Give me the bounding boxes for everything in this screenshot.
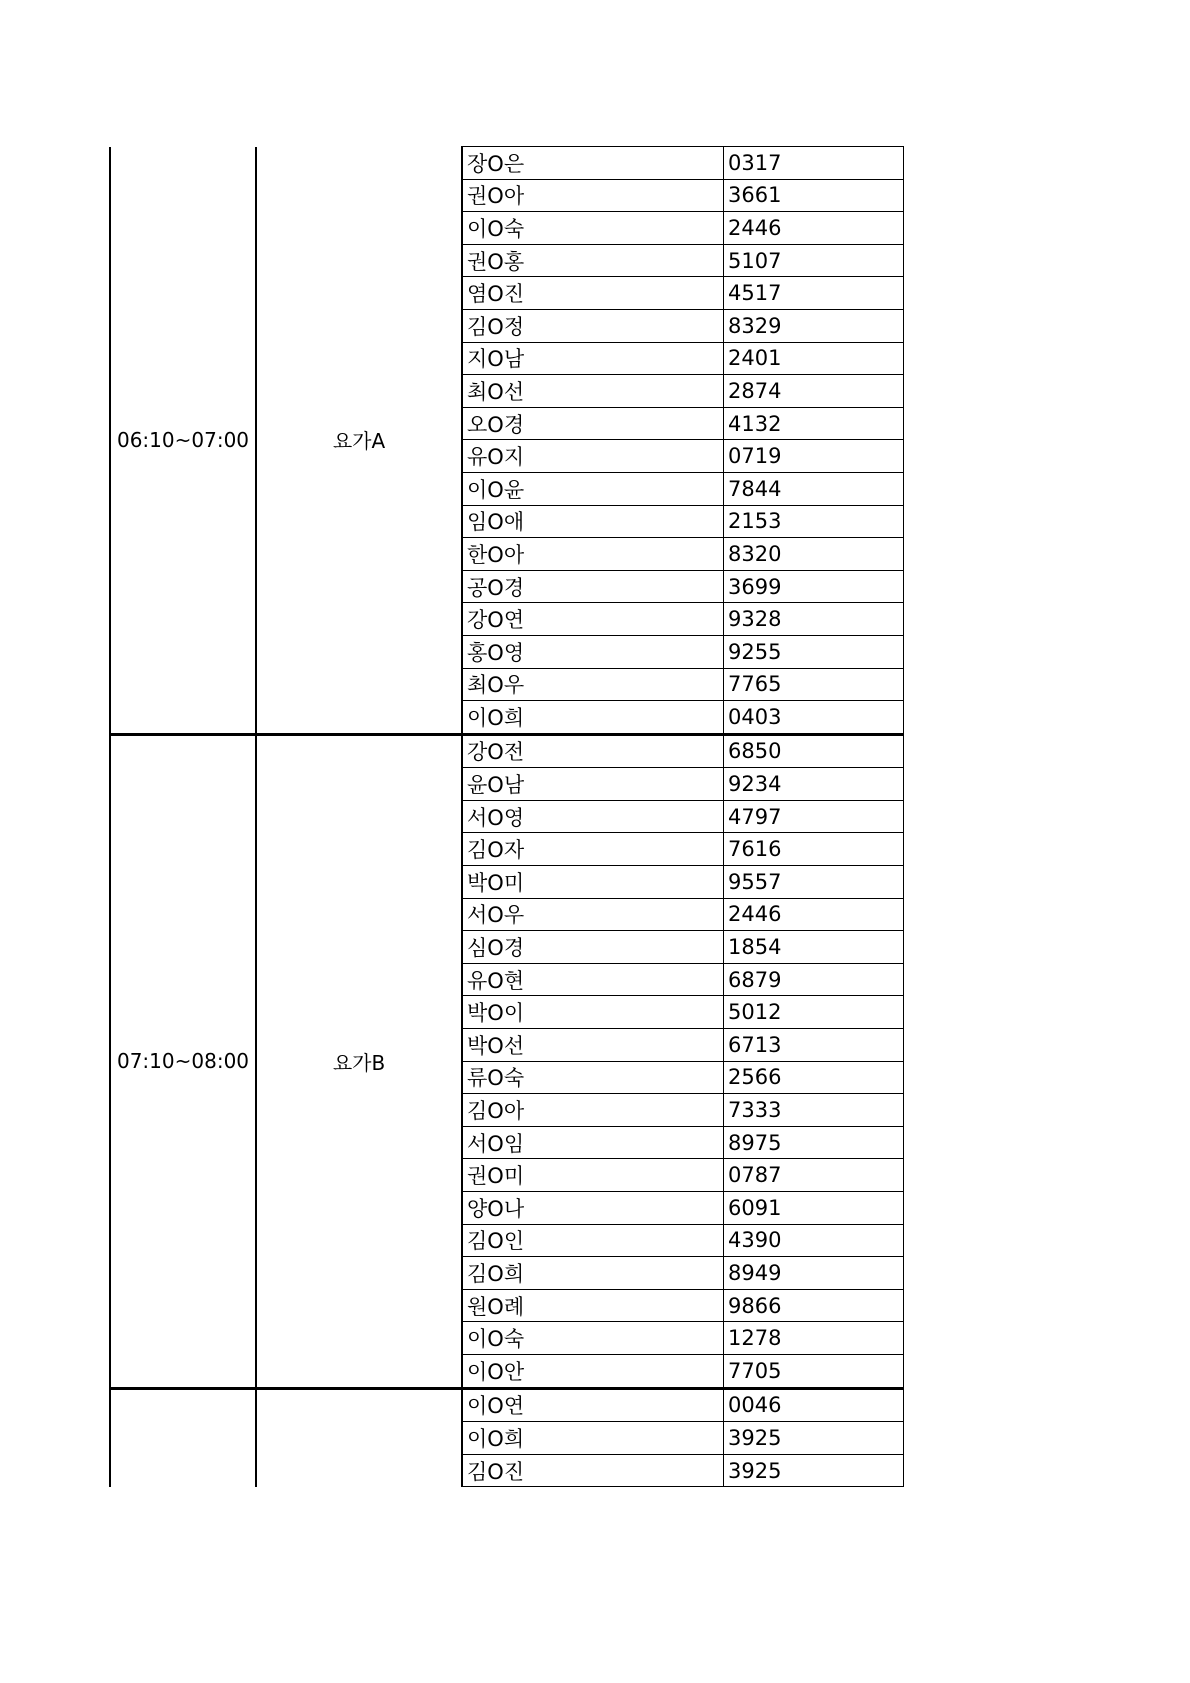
member-code-cell: 1278	[724, 1322, 904, 1355]
member-name-cell: 원O례	[462, 1289, 724, 1322]
member-code-cell: 7844	[724, 472, 904, 505]
member-name-cell: 이O희	[462, 701, 724, 735]
table-row	[110, 1388, 904, 1422]
member-name-cell: 최O선	[462, 375, 724, 408]
member-name-cell: 최O우	[462, 668, 724, 701]
member-name-cell: 유O현	[462, 963, 724, 996]
member-code-cell: 4390	[724, 1224, 904, 1257]
member-code-cell: 6850	[724, 734, 904, 768]
member-name-cell: 지O남	[462, 342, 724, 375]
member-code-cell: 8975	[724, 1126, 904, 1159]
member-name-cell: 김O자	[462, 833, 724, 866]
time-slot-cell	[110, 1388, 256, 1487]
table-row	[110, 147, 904, 180]
member-name-cell: 홍O영	[462, 635, 724, 668]
member-code-cell: 2401	[724, 342, 904, 375]
member-code-cell: 9557	[724, 866, 904, 899]
member-name-cell: 이O숙	[462, 212, 724, 245]
member-name-cell: 서O우	[462, 898, 724, 931]
member-code-cell: 2566	[724, 1061, 904, 1094]
member-name-cell: 이O윤	[462, 472, 724, 505]
member-code-cell: 3925	[724, 1454, 904, 1487]
member-name-cell: 양O나	[462, 1192, 724, 1225]
member-code-cell: 6091	[724, 1192, 904, 1225]
member-code-cell: 9866	[724, 1289, 904, 1322]
member-name-cell: 김O희	[462, 1257, 724, 1290]
roster-table	[109, 146, 904, 1487]
member-code-cell: 8320	[724, 538, 904, 571]
member-code-cell: 4517	[724, 277, 904, 310]
class-name-cell	[256, 1388, 462, 1487]
member-code-cell: 5012	[724, 996, 904, 1029]
member-name-cell: 박O선	[462, 1029, 724, 1062]
member-name-cell: 서O영	[462, 800, 724, 833]
member-name-cell: 권O아	[462, 179, 724, 212]
member-code-cell: 4797	[724, 800, 904, 833]
member-name-cell: 유O지	[462, 440, 724, 473]
member-code-cell: 2874	[724, 375, 904, 408]
member-code-cell: 7616	[724, 833, 904, 866]
table-row	[110, 734, 904, 768]
member-name-cell: 한O아	[462, 538, 724, 571]
member-name-cell: 임O애	[462, 505, 724, 538]
member-name-cell: 박O미	[462, 866, 724, 899]
member-code-cell: 7765	[724, 668, 904, 701]
member-code-cell: 3699	[724, 570, 904, 603]
member-code-cell: 4132	[724, 407, 904, 440]
class-name-cell: 요가B	[256, 734, 462, 1388]
member-code-cell: 0787	[724, 1159, 904, 1192]
member-code-cell: 0317	[724, 147, 904, 180]
member-code-cell: 3925	[724, 1422, 904, 1455]
member-name-cell: 김O인	[462, 1224, 724, 1257]
member-code-cell: 2446	[724, 898, 904, 931]
member-code-cell: 5107	[724, 244, 904, 277]
roster-body	[110, 147, 904, 1487]
member-name-cell: 김O진	[462, 1454, 724, 1487]
member-code-cell: 0046	[724, 1388, 904, 1422]
member-name-cell: 이O연	[462, 1388, 724, 1422]
member-name-cell: 권O미	[462, 1159, 724, 1192]
member-code-cell: 3661	[724, 179, 904, 212]
member-name-cell: 심O경	[462, 931, 724, 964]
member-name-cell: 김O정	[462, 309, 724, 342]
member-code-cell: 6713	[724, 1029, 904, 1062]
member-code-cell: 7333	[724, 1094, 904, 1127]
member-code-cell: 8949	[724, 1257, 904, 1290]
member-code-cell: 2153	[724, 505, 904, 538]
member-code-cell: 6879	[724, 963, 904, 996]
member-name-cell: 공O경	[462, 570, 724, 603]
member-code-cell: 8329	[724, 309, 904, 342]
member-code-cell: 9234	[724, 768, 904, 801]
member-name-cell: 이O희	[462, 1422, 724, 1455]
member-name-cell: 권O홍	[462, 244, 724, 277]
member-name-cell: 이O숙	[462, 1322, 724, 1355]
class-name-cell: 요가A	[256, 147, 462, 735]
member-name-cell: 류O숙	[462, 1061, 724, 1094]
member-name-cell: 서O임	[462, 1126, 724, 1159]
member-name-cell: 박O이	[462, 996, 724, 1029]
member-name-cell: 이O안	[462, 1354, 724, 1388]
member-name-cell: 김O아	[462, 1094, 724, 1127]
time-slot-cell: 07:10~08:00	[110, 734, 256, 1388]
member-name-cell: 오O경	[462, 407, 724, 440]
member-code-cell: 0719	[724, 440, 904, 473]
member-name-cell: 장O은	[462, 147, 724, 180]
member-name-cell: 강O전	[462, 734, 724, 768]
time-slot-cell: 06:10~07:00	[110, 147, 256, 735]
member-name-cell: 윤O남	[462, 768, 724, 801]
member-code-cell: 7705	[724, 1354, 904, 1388]
member-code-cell: 0403	[724, 701, 904, 735]
member-name-cell: 강O연	[462, 603, 724, 636]
member-code-cell: 2446	[724, 212, 904, 245]
member-name-cell: 염O진	[462, 277, 724, 310]
member-code-cell: 9328	[724, 603, 904, 636]
schedule-sheet	[109, 146, 904, 1487]
member-code-cell: 1854	[724, 931, 904, 964]
member-code-cell: 9255	[724, 635, 904, 668]
